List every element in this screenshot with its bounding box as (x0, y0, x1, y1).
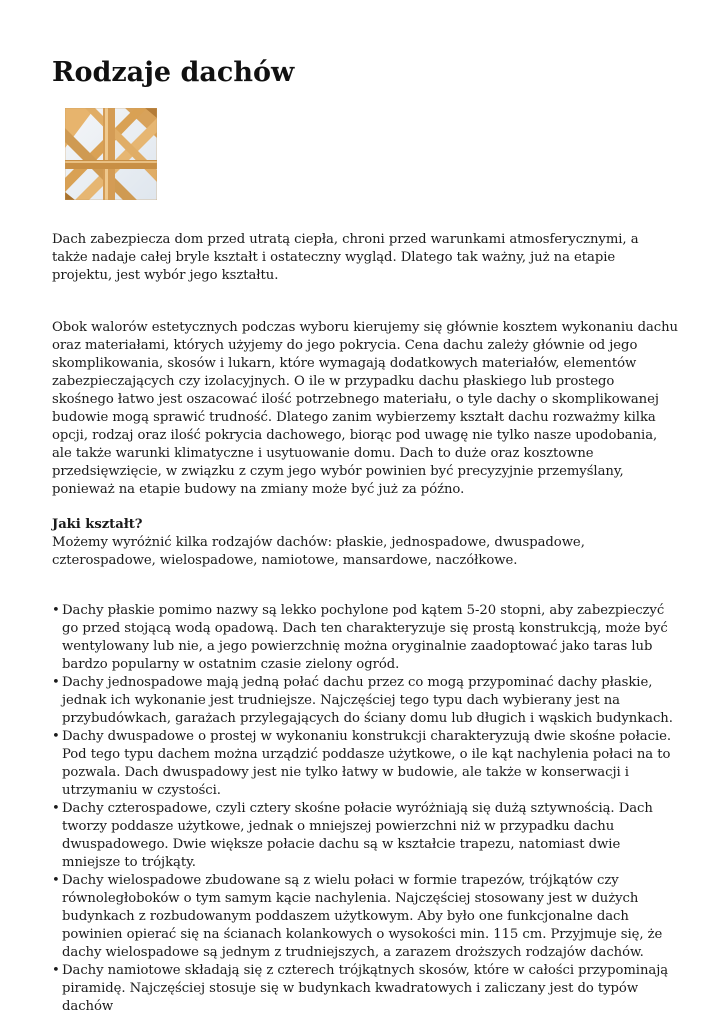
section-heading: Jaki kształt? (52, 517, 143, 532)
list-item-text: Dachy namiotowe składają się z czterech trójkątnych skosów, które w całości przypominają piramidę. Najczęściej stosuje się w budynkach kwadratowych i zaliczany jest do typów dachów (62, 963, 669, 1014)
intro-paragraph (52, 231, 678, 285)
cost-paragraph (52, 319, 678, 499)
list-item (52, 872, 678, 962)
list-item (52, 800, 678, 872)
bullet-icon: • (52, 873, 60, 888)
bullet-icon: • (52, 963, 60, 978)
list-item (52, 962, 678, 1016)
page-title: Rodzaje dachów (52, 57, 295, 88)
roof-shape-section (52, 516, 678, 570)
list-item (52, 728, 678, 800)
list-item-text: Dachy czterospadowe, czyli cztery skośne połacie wyróżniają się dużą sztywnością. Dach tworzy poddasze użytkowe, jednak o mniejszej powierzchni niż w przypadku dachu dwuspadowego. Dwie większe połacie dachu są w kształcie trapezu, natomiast dwie mniejsze to trójkąty. (62, 801, 653, 870)
bullet-icon: • (52, 603, 60, 618)
intro-text: Dach zabezpiecza dom przed utratą ciepła, chroni przed warunkami atmosferycznymi, a także nadaje całej bryle kształt i ostateczny wygląd. Dlatego tak ważny, już na etapie projektu, jest wybór jego kształtu. (52, 232, 639, 283)
cost-text: Obok walorów estetycznych podczas wyboru kierujemy się głównie kosztem wykonaniu dachu oraz materiałami, których użyjemy do jego pokrycia. Cena dachu zależy głównie od jego skomplikowania, skosów i lukarn, które wymagają dodatkowych materiałów, elementów zabezpieczających czy izolacyjnych. O ile w przypadku dachu płaskiego lub prostego skośnego łatwo jest oszacować ilość potrzebnego materiału, o tyle dachy o skomplikowanej budowie mogą sprawić trudność. Dlatego zanim wybierzemy kształt dachu rozważmy kilka opcji, rodzaj oraz ilość pokrycia dachowego, biorąc pod uwagę nie tylko nasze upodobania, ale także warunki klimatyczne i usytuowanie domu. Dach to duże oraz kosztowne przedsięwzięcie, w związku z czym jego wybór powinien być precyzyjnie przemyślany, ponieważ na etapie budowy na zmiany może być już za późno. (52, 320, 678, 497)
roof-types-list (52, 602, 678, 1016)
bullet-icon: • (52, 729, 60, 744)
list-item-text: Dachy wielospadowe zbudowane są z wielu połaci w formie trapezów, trójkątów czy równoległoboków o tym samym kącie nachylenia. Najczęściej stosowany jest w dużych budynkach z rozbudowanym poddaszem użytkowym. Aby było one funkcjonalne dach powinien opierać się na ścianach kolankowych o wysokości min. 115 cm. Przyjmuje się, że dachy wielospadowe są jednym z trudniejszych, a zarazem droższych rodzajów dachów. (62, 873, 663, 960)
section-text: Możemy wyróżnić kilka rodzajów dachów: płaskie, jednospadowe, dwuspadowe, czterospadowe, wielospadowe, namiotowe, mansardowe, naczółkowe. (52, 535, 585, 568)
roof-truss-photo-icon (65, 108, 157, 200)
bullet-icon: • (52, 801, 60, 816)
list-item (52, 602, 678, 674)
list-item-text: Dachy jednospadowe mają jedną połać dachu przez co mogą przypominać dachy płaskie, jednak ich wykonanie jest trudniejsze. Najczęściej tego typu dach wybierany jest na przybudówkach, garażach przylegających do ściany domu lub długich i wąskich budynkach. (62, 675, 673, 726)
list-item-text: Dachy płaskie pomimo nazwy są lekko pochylone pod kątem 5-20 stopni, aby zabezpieczyć go przed stojącą wodą opadową. Dach ten charakteryzuje się prostą konstrukcją, może być wentylowany lub nie, a jego powierzchnię można oryginalnie zaadoptować jako taras lub bardzo popularny w ostatnim czasie zielony ogród. (62, 603, 668, 672)
bullet-icon: • (52, 675, 60, 690)
list-item (52, 674, 678, 728)
list-item-text: Dachy dwuspadowe o prostej w wykonaniu konstrukcji charakteryzują dwie skośne połacie. Pod tego typu dachem można urządzić poddasze użytkowe, o ile kąt nachylenia połaci na to pozwala. Dach dwuspadowy jest nie tylko łatwy w budowie, ale także w konserwacji i utrzymaniu w czystości. (62, 729, 672, 798)
